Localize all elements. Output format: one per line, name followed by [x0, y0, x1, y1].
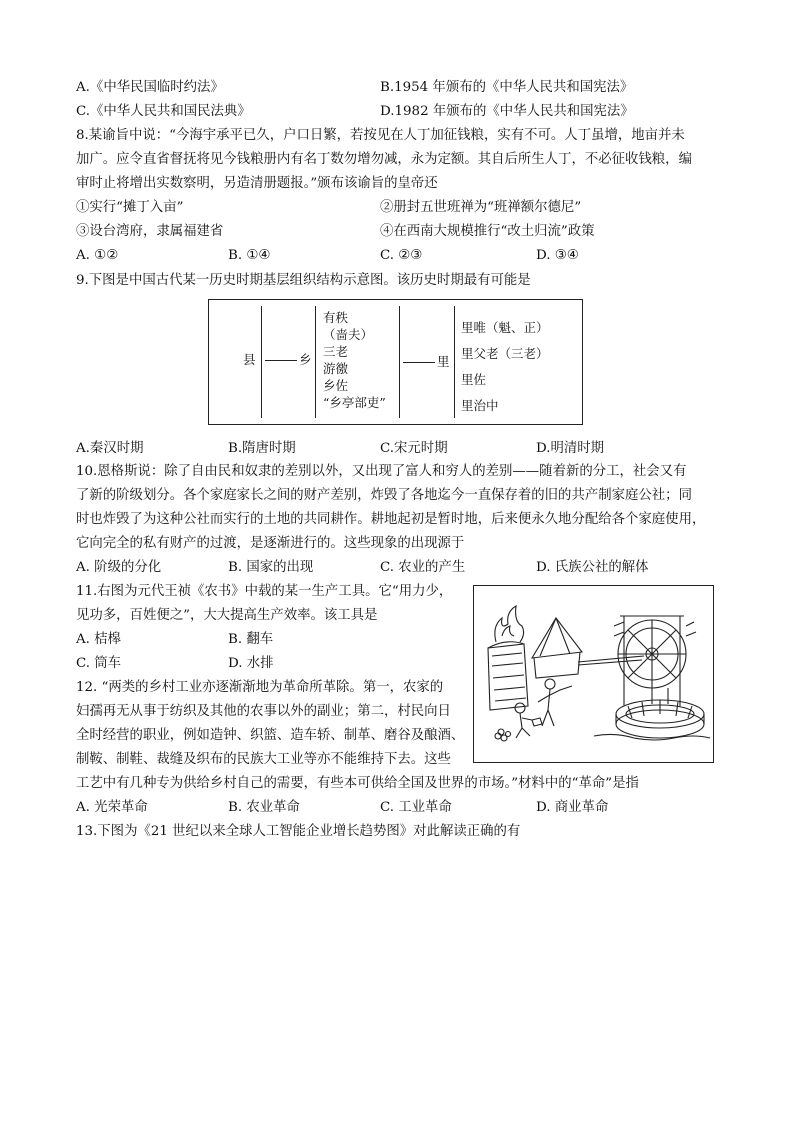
q9-option-c: C.宋元时期	[380, 441, 448, 456]
q10-stem-line-3: 时也炸毁了为这种公社而实行的土地的共同耕作。耕地起初是暂时地，后来便永久地分配给各个家庭使用，	[76, 512, 706, 527]
q8-item-4: ④在西南大规模推行“改土归流”政策	[380, 224, 595, 239]
q10-option-a: A. 阶级的分化	[76, 560, 162, 575]
q12-option-a: A. 光荣革命	[76, 800, 148, 815]
diagram-connector	[403, 362, 435, 363]
diagram-divider	[315, 306, 316, 418]
diagram-divider	[261, 306, 262, 418]
township-official: 三老	[323, 344, 349, 359]
q9-option-d: D.明清时期	[536, 441, 605, 456]
q11-option-d: D. 水排	[228, 656, 274, 671]
q8-item-1: ①实行“摊丁入亩”	[76, 200, 184, 215]
q13-stem: 13.下图为《21 世纪以来全球人工智能企业增长趋势图》对此解读正确的有	[76, 824, 521, 839]
q9-stem: 9.下图是中国古代某一历史时期基层组织结构示意图。该历史时期最有可能是	[76, 273, 531, 288]
water-bellows-drawing	[474, 586, 713, 762]
q11-option-c: C. 筒车	[76, 656, 122, 671]
village-official: 里父老（三老）	[461, 346, 549, 361]
township-official: 游徼	[323, 361, 349, 376]
q8-stem-line-1: 8.某谕旨中说：“今海宇承平已久，户口日繁，若按见在人丁加征钱粮，实有不可。人丁虽增，地亩并未	[76, 128, 685, 143]
q10-stem-line-1: 10.恩格斯说：除了自由民和奴隶的差别以外，又出现了富人和穷人的差别——随着新的分工，社会又有	[76, 464, 687, 479]
q7-option-a: A.《中华民国临时约法》	[76, 80, 224, 95]
q9-option-b: B.隋唐时期	[228, 441, 296, 456]
township-official: （啬夫）	[323, 327, 374, 342]
village-official: 里佐	[461, 372, 487, 387]
diagram-divider	[454, 306, 455, 418]
diagram-village: 里	[437, 354, 450, 369]
q10-option-c: C. 农业的产生	[380, 560, 466, 575]
q7-option-b: B.1954 年颁布的《中华人民共和国宪法》	[380, 80, 634, 95]
q7-option-d: D.1982 年颁布的《中华人民共和国宪法》	[380, 104, 634, 119]
q12-stem-line-5: 工艺中有几种专为供给乡村自己的需要，有些本可供给全国及世界的市场。”材料中的“革命”是指	[76, 776, 639, 791]
village-official: 里治中	[461, 398, 499, 413]
village-official: 里唯（魁、正）	[461, 320, 549, 335]
q8-option-c: C. ②③	[380, 248, 423, 263]
q8-stem-line-3: 审时止将增出实数察明，另造清册题报。”颁布该谕旨的皇帝还	[76, 176, 438, 191]
q11-stem-line-2: 见功多，百姓便之”，大大提高生产效率。该工具是	[76, 608, 378, 623]
q12-option-d: D. 商业革命	[536, 800, 609, 815]
q12-stem-line-2: 妇孺再无从事于纺织及其他的农事以外的副业；第二，村民向日	[76, 704, 451, 719]
q8-item-2: ②册封五世班禅为“班禅额尔德尼”	[380, 200, 582, 215]
water-bellows-illustration	[473, 585, 714, 763]
q12-stem-line-3: 全时经营的职业，例如造钟、织篮、造车轿、制革、磨谷及酿酒、	[76, 728, 465, 743]
q10-option-b: B. 国家的出现	[228, 560, 314, 575]
q10-stem-line-4: 它向完全的私有财产的过渡，是逐渐进行的。这些现象的出现源于	[76, 536, 465, 551]
diagram-county: 县	[243, 352, 256, 367]
q8-option-a: A. ①②	[76, 248, 119, 263]
q12-option-c: C. 工业革命	[380, 800, 452, 815]
q12-stem-line-4: 制鞍、制鞋、裁缝及织布的民族大工业等亦不能维持下去。这些	[76, 752, 451, 767]
q11-stem-line-1: 11.右图为元代王祯《农书》中载的某一生产工具。它“用力少，	[76, 584, 453, 599]
q8-item-3: ③设台湾府，隶属福建省	[76, 224, 224, 239]
township-official: 乡佐	[323, 378, 349, 393]
q7-option-c: C.《中华人民共和国民法典》	[76, 104, 251, 119]
q11-option-a: A. 桔槔	[76, 632, 121, 647]
q8-option-b: B. ①④	[228, 248, 271, 263]
q10-option-d: D. 氏族公社的解体	[536, 560, 649, 575]
q8-option-d: D. ③④	[536, 248, 579, 263]
q9-option-a: A.秦汉时期	[76, 441, 144, 456]
diagram-divider	[399, 306, 400, 418]
q11-option-b: B. 翻车	[228, 632, 274, 647]
grassroots-organization-diagram	[208, 299, 583, 425]
q12-option-b: B. 农业革命	[228, 800, 300, 815]
township-official: 有秩	[323, 310, 349, 325]
diagram-township: 乡	[299, 352, 312, 367]
q8-stem-line-2: 加广。应令直省督抚将见今钱粮册内有名丁数勿增勿减，永为定额。其自后所生人丁，不必征收钱粮，编	[76, 152, 692, 167]
township-official: “乡亭部吏”	[323, 395, 386, 410]
q10-stem-line-2: 了新的阶级划分。各个家庭家长之间的财产差别，炸毁了各地迄今一直保存着的旧的共产制家庭公社；同	[76, 488, 692, 503]
diagram-connector	[265, 360, 297, 361]
q12-stem-line-1: 12. “两类的乡村工业亦逐渐渐地为革命所革除。第一，农家的	[76, 680, 444, 695]
